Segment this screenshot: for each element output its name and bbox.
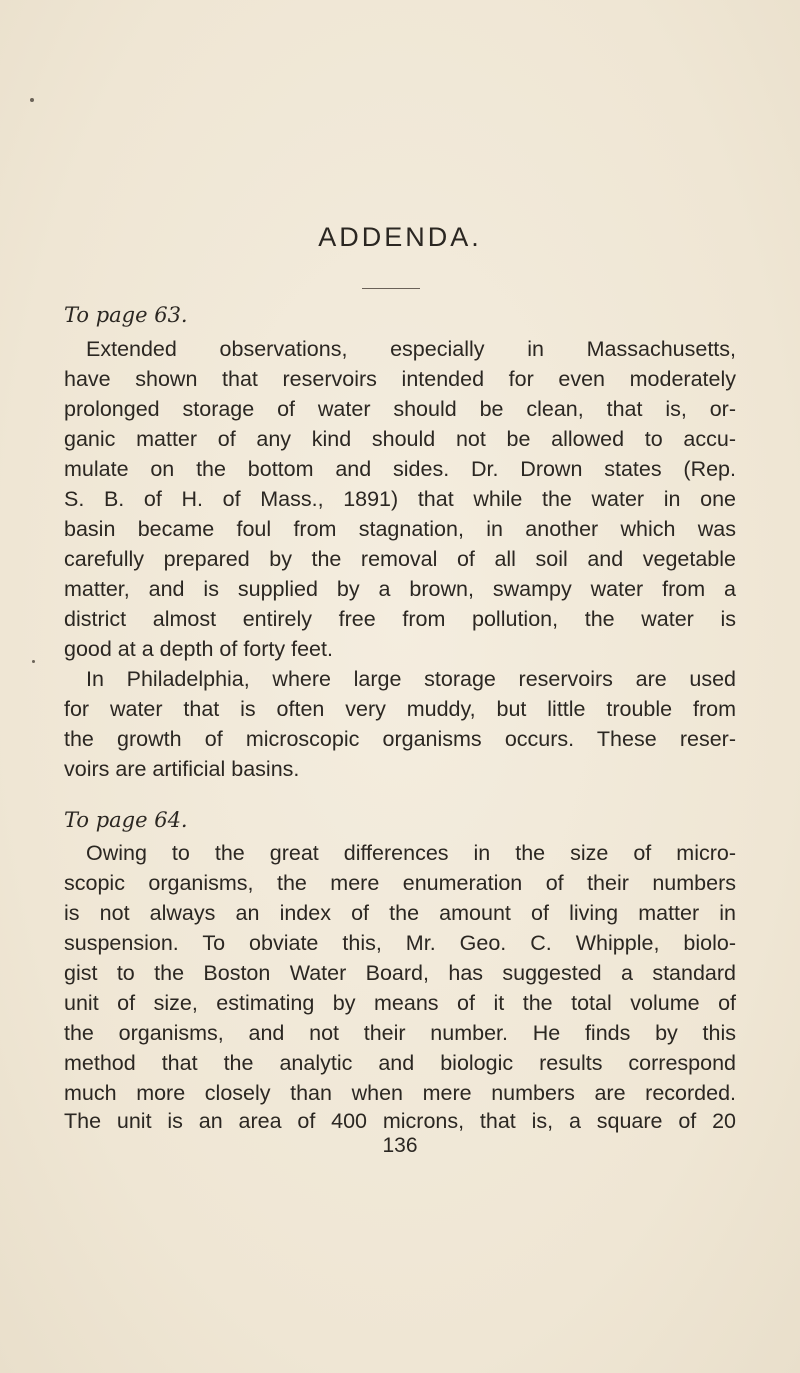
- page-number: 136: [382, 1134, 418, 1157]
- ink-speck: [30, 98, 34, 102]
- text-line: good at a depth of forty feet.: [64, 637, 333, 661]
- text-line: is not always an index of the amount of living matter in: [64, 901, 736, 925]
- text-line: district almost entirely free from pollution, the water is: [64, 607, 736, 631]
- text-line: the growth of microscopic organisms occurs. These reser-: [64, 727, 736, 751]
- text-line: Extended observations, especially in Massachusetts,: [86, 337, 736, 361]
- text-line: gist to the Boston Water Board, has suggested a standard: [64, 961, 736, 985]
- section-heading-page-64: To page 64.: [64, 808, 188, 832]
- text-line: prolonged storage of water should be clean, that is, or-: [64, 397, 736, 421]
- text-line: matter, and is supplied by a brown, swampy water from a: [64, 577, 736, 601]
- text-line: basin became foul from stagnation, in another which was: [64, 517, 736, 541]
- text-line: much more closely than when mere numbers are recorded.: [64, 1081, 736, 1105]
- text-line: suspension. To obviate this, Mr. Geo. C. Whipple, biolo-: [64, 931, 736, 955]
- text-line: The unit is an area of 400 microns, that is, a square of 20: [64, 1109, 736, 1133]
- text-line: scopic organisms, the mere enumeration of their numbers: [64, 871, 736, 895]
- text-line: the organisms, and not their number. He finds by this: [64, 1021, 736, 1045]
- ink-speck: [32, 660, 35, 663]
- text-line: Owing to the great differences in the size of micro-: [86, 841, 736, 865]
- text-line: method that the analytic and biologic results correspond: [64, 1051, 736, 1075]
- text-line: In Philadelphia, where large storage reservoirs are used: [86, 667, 736, 691]
- section-heading-page-63: To page 63.: [64, 303, 188, 327]
- text-line: carefully prepared by the removal of all soil and vegetable: [64, 547, 736, 571]
- title-rule: [362, 288, 420, 289]
- text-line: mulate on the bottom and sides. Dr. Drown states (Rep.: [64, 457, 736, 481]
- page-title: ADDENDA.: [318, 222, 482, 252]
- text-line: unit of size, estimating by means of it the total volume of: [64, 991, 736, 1015]
- text-line: have shown that reservoirs intended for even moderately: [64, 367, 736, 391]
- text-line: for water that is often very muddy, but little trouble from: [64, 697, 736, 721]
- text-line: voirs are artificial basins.: [64, 757, 300, 781]
- text-line: S. B. of H. of Mass., 1891) that while the water in one: [64, 487, 736, 511]
- text-line: ganic matter of any kind should not be allowed to accu-: [64, 427, 736, 451]
